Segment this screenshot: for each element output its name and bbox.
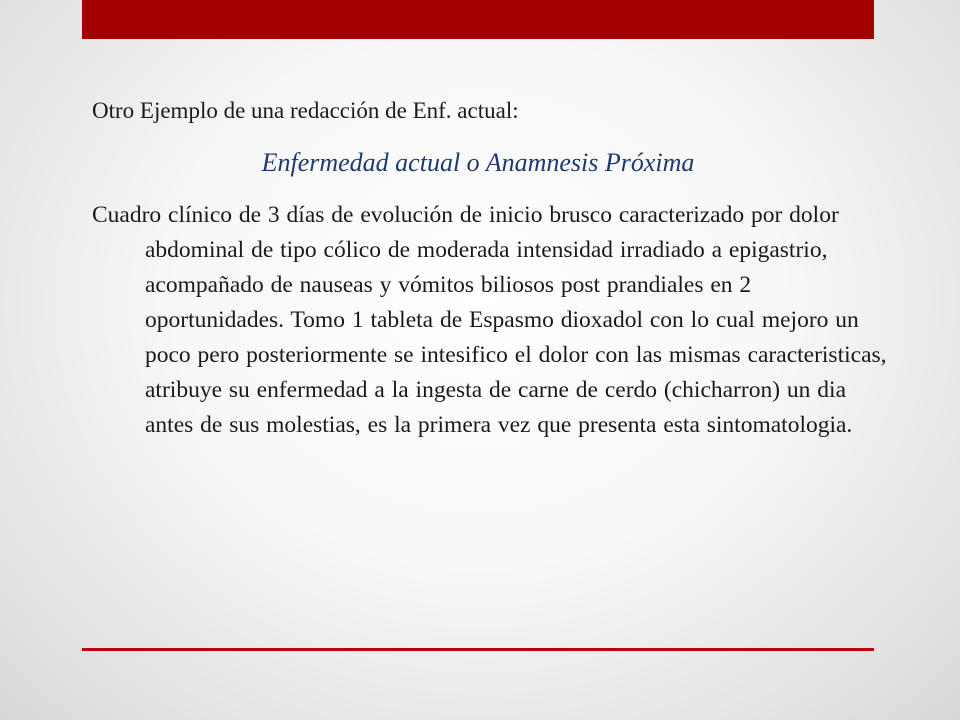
intro-line: Otro Ejemplo de una redacción de Enf. actual: — [92, 98, 519, 123]
body-paragraph: Cuadro clínico de 3 días de evolución de inicio brusco caracterizado por dolor abdominal de tipo cólico de moderada intensidad irradiado a epigastrio, acompañado de nauseas y vómitos biliosos post prandiales en 2 oportunidades. Tomo 1 tableta de Espasmo dioxadol con lo cual mejoro un poco pero posteriormente se intesifico el dolor con las mismas caracteristicas, atribuye su enfermedad a la ingesta de carne de cerdo (chicharron) un dia antes de sus molestias, es la primera vez que presenta esta sintomatologia. — [92, 202, 887, 438]
bottom-divider — [82, 648, 874, 651]
slide-heading: Enfermedad actual o Anamnesis Próxima — [261, 148, 695, 177]
top-accent-bar — [82, 0, 874, 39]
